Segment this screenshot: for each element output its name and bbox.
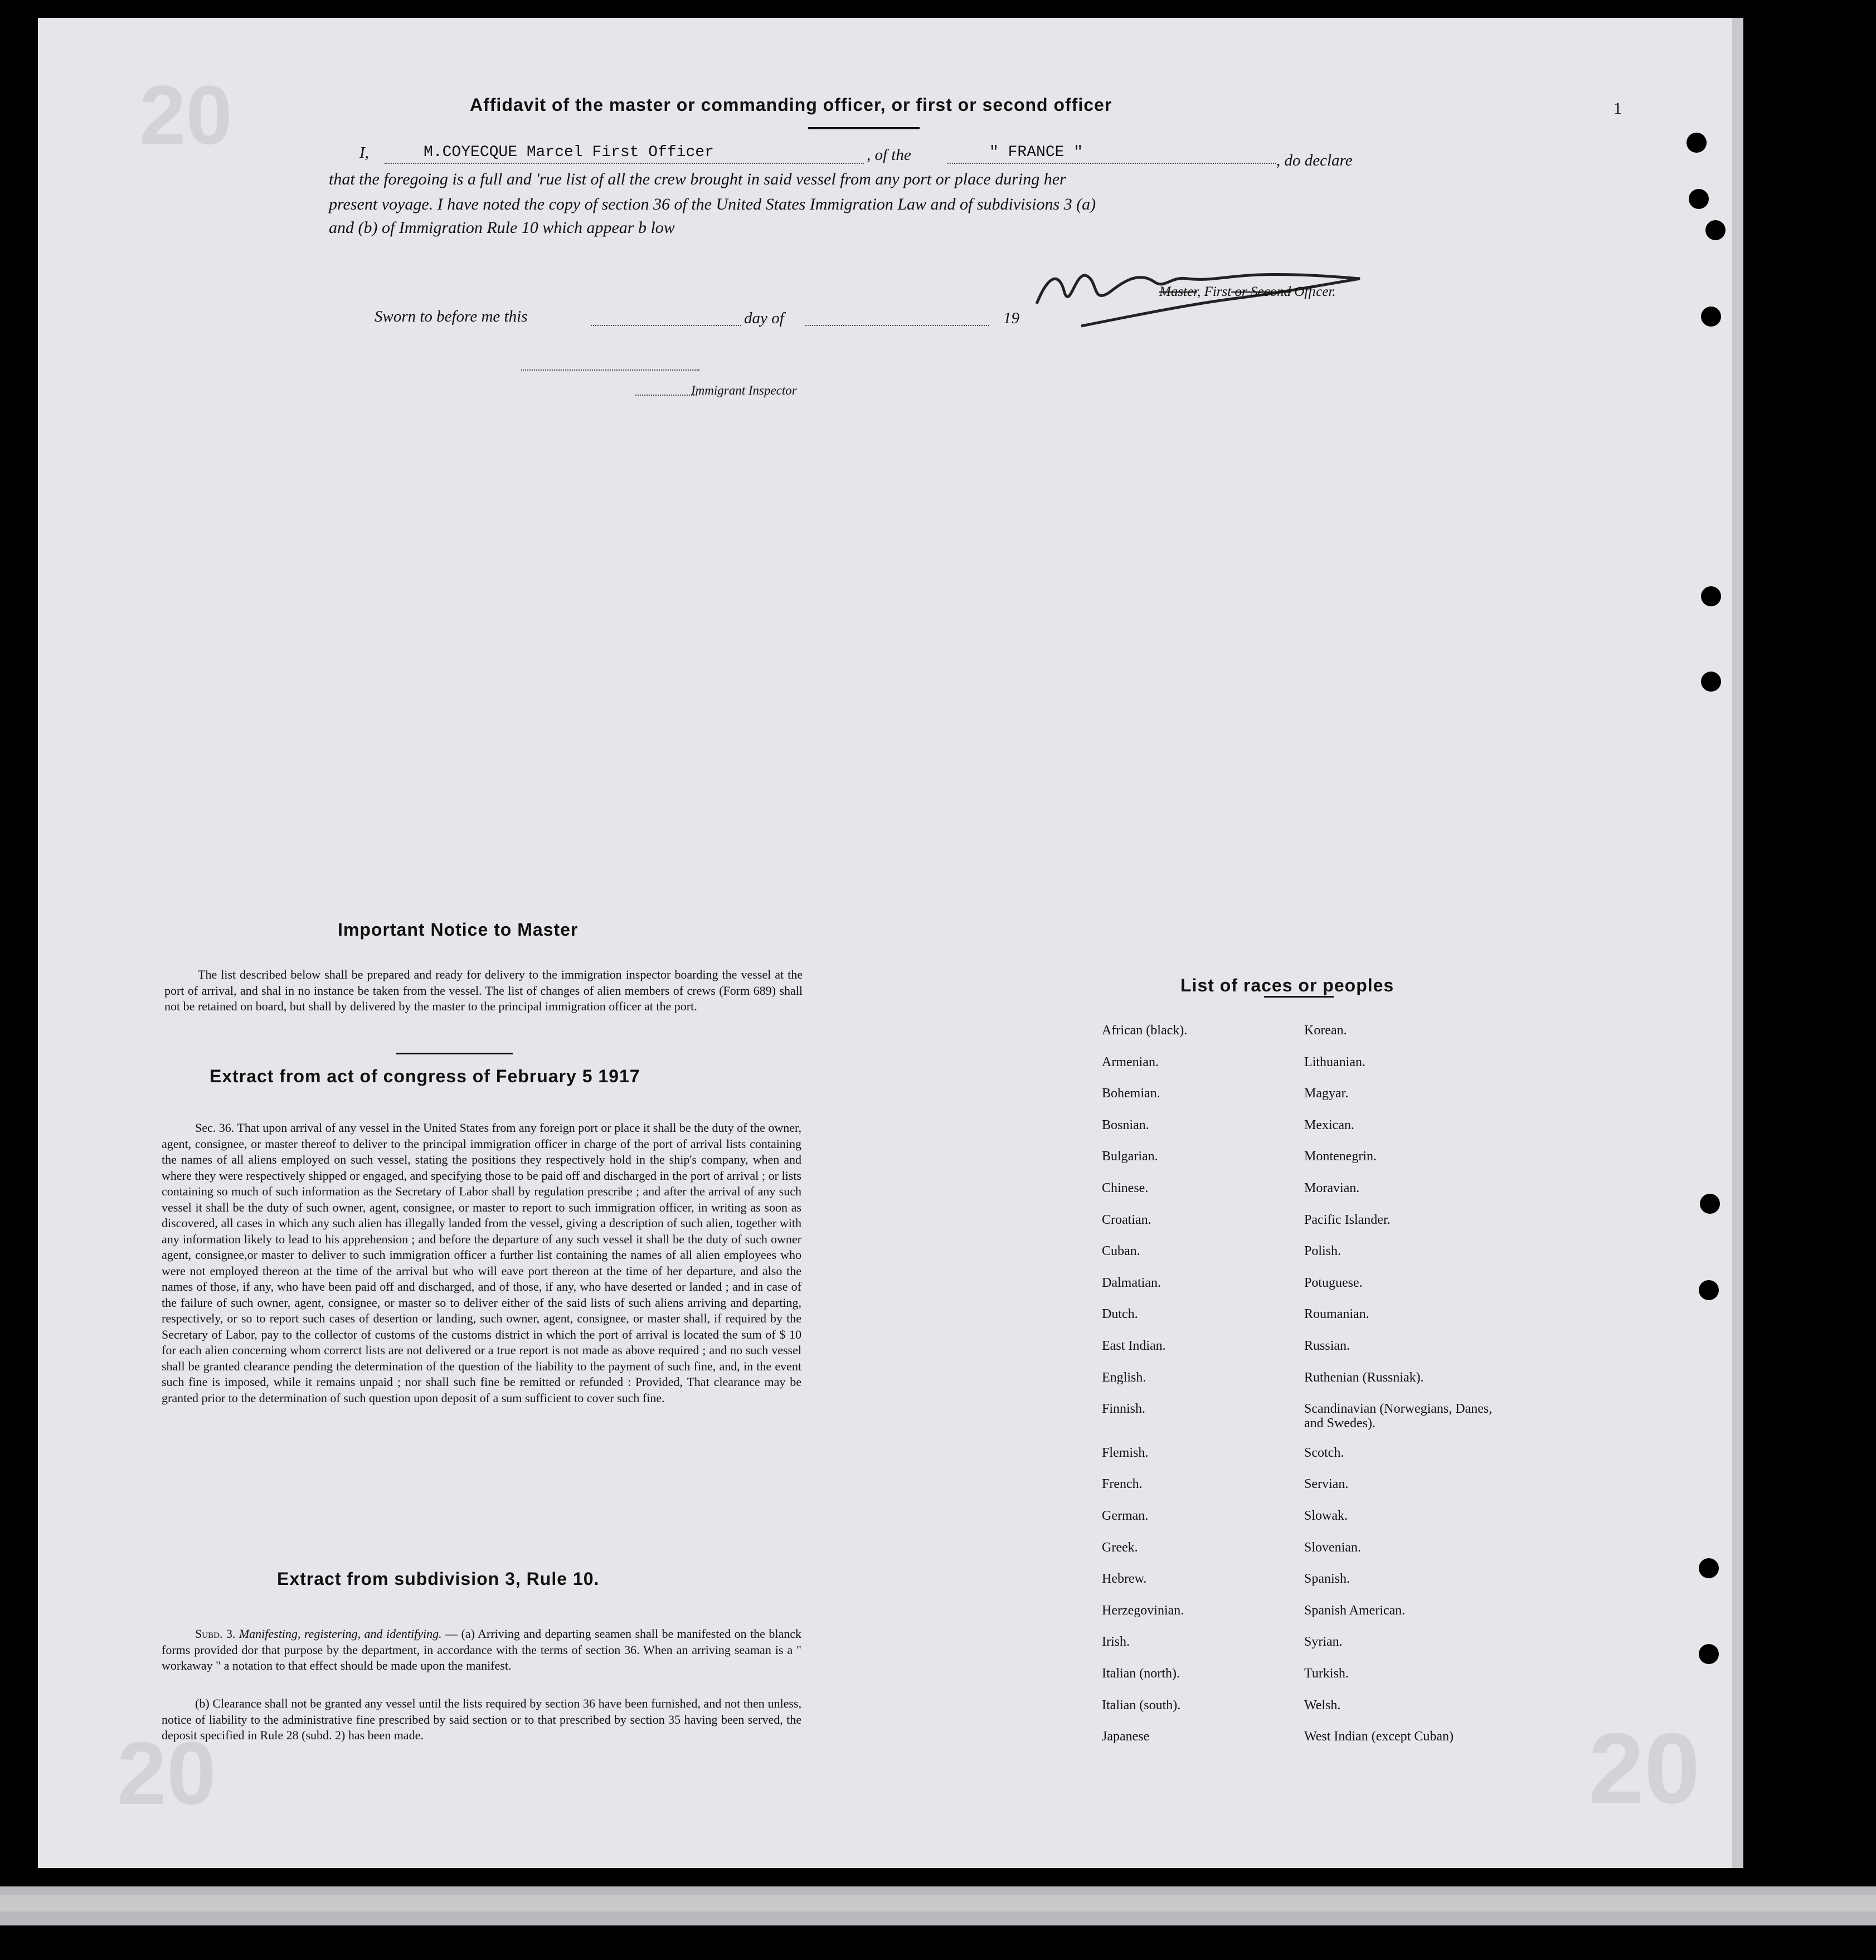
- subdivision-3b-text: (b) Clearance shall not be granted any vessel until the lists required by section 36 have been furnished, and not then unless, notice of liability to the administrative fine prescribed by said section or to that prescribed by section 35 having been served, the deposit specified in Rule 28 (subd. 2) has been made.: [162, 1696, 801, 1742]
- race-item: Roumanian.: [1304, 1307, 1369, 1322]
- affidavit-line-2: that the foregoing is a full and 'rue list of all the crew brought in said vessel from any port or place during her: [329, 170, 1066, 188]
- race-item: Bosnian.: [1102, 1117, 1149, 1132]
- subd-para-a: — (a) Arriving and departing seamen shall be manifested on the blanck forms provided dor that purpose by the department, in accordance with the terms of section 36. When an arriving seaman is a " workaway " a notation to that effect should be made upon the manifest.: [162, 1627, 802, 1672]
- do-declare-text: , do declare: [1276, 152, 1353, 169]
- ghost-stamp-top: 20: [139, 68, 232, 162]
- race-item: Polish.: [1304, 1244, 1342, 1259]
- race-item: French.: [1102, 1477, 1143, 1492]
- extract-act-rule: [396, 1053, 513, 1054]
- race-item: Spanish American.: [1304, 1603, 1406, 1618]
- race-item: Italian (north).: [1102, 1666, 1180, 1681]
- inspector-label: Immigrant Inspector: [691, 383, 797, 397]
- race-item: African (black).: [1102, 1023, 1188, 1038]
- punch-hole: [1701, 586, 1721, 606]
- subd-heading: Manifesting, registering, and identifying.: [239, 1627, 442, 1641]
- race-item: English.: [1102, 1370, 1146, 1385]
- notice-text: The list described below shall be prepared and ready for delivery to the immigration inspector boarding the vessel at the port of arrival, and shal in no instance be taken from the vessel. The list of changes of alien members of crews (Form 689) shall not be retained on board, but shall by delivered by the master to the principal immigration officer at the port.: [164, 967, 803, 1013]
- day-of-text: day of: [744, 309, 784, 327]
- race-item: Bulgarian.: [1102, 1149, 1158, 1164]
- race-item: Japanese: [1102, 1729, 1150, 1744]
- race-item: Dutch.: [1102, 1307, 1138, 1322]
- race-item: Finnish.: [1102, 1402, 1146, 1417]
- punch-hole: [1699, 1280, 1719, 1300]
- struck-second: or Second: [1231, 284, 1291, 299]
- ghost-stamp-bottom-left: 20: [117, 1723, 216, 1823]
- inspector-signature-line: [521, 369, 699, 371]
- bottom-edge-shadow: [0, 1895, 1876, 1912]
- document-page: [38, 18, 1732, 1868]
- race-item: Servian.: [1304, 1477, 1349, 1492]
- officer-title: [1159, 284, 1336, 300]
- officer-first: , First: [1197, 284, 1232, 299]
- struck-master: Master: [1159, 284, 1198, 299]
- name-line: [385, 163, 864, 164]
- sworn-text: Sworn to before me this: [375, 308, 528, 325]
- affidavit-line-4: and (b) of Immigration Rule 10 which appear b low: [329, 218, 675, 237]
- section-36-text: Sec. 36. That upon arrival of any vessel in the United States from any foreign port or place it shall be the duty of the owner, agent, consignee, or master thereof to deliver to the principal immigration officer in charge of the port of arrival lists containing the names of all aliens employed on such vessel, stating the positions they respectively hold in the ship's company, when and where they were respectively shipped or engaged, and specifying those to be paid off and discharged in the port of arrival ; or lists containing so much of such information as the Secretary of Labor shall by regulation prescribe ; and after the arrival of any such vessel it shall be the duty of such owner, agent, consignee, or master to report to such immigration officer, in writing as soon as discovered, all cases in which any such alien has illegally landed from the vessel, giving a description of such alien, together with any information likely to lead to his apprehension ; and before the departure of any such vessel it shall be the duty of such owner agent, consignee,or master to deliver to such immigration officer a further list containing the names of all alien employees who were not employed thereon at the time of the arrival but who will eave port thereon at the time of her departure, and also the names of those, if any, who have been paid off and discharged, and of those, if any, who have deserted or landed ; and in case of the failure of such owner, agent, consignee, or master so to deliver either of the said lists of such aliens arriving and departing, respectively, or so to report such cases of desertion or landing, such owner, agent, consignee, or master shall, if required by the Secretary of Labor, pay to the collector of customs of the customs district in which the port of arrival is located the sum of $ 10 for each alien concerning whom correrct lists are not delivered or a true report is not made as above required ; and no such vessel shall be granted clearance pending the determination of the question of the liability to the payment of such fine, and, in the event such fine is imposed, while it remains unpaid ; nor shall such fine be remitted or refunded : Provided, That clearance may be granted prior to the determination of such question upon deposit of a sum sufficient to cover such fine.: [162, 1121, 801, 1405]
- punch-hole: [1705, 220, 1726, 240]
- race-item: Scotch.: [1304, 1445, 1344, 1460]
- vessel-line: [947, 163, 1276, 164]
- affidavit-i: I,: [359, 144, 369, 162]
- race-item: Montenegrin.: [1304, 1149, 1377, 1164]
- notice-title: Important Notice to Master: [338, 920, 579, 940]
- punch-hole: [1689, 189, 1709, 209]
- race-item: Cuban.: [1102, 1244, 1140, 1259]
- subd-label: Subd. 3.: [195, 1627, 236, 1641]
- race-item: Welsh.: [1304, 1698, 1341, 1713]
- inspector-line: [635, 395, 697, 396]
- title-underline: [808, 127, 920, 129]
- race-item: Slovenian.: [1304, 1540, 1361, 1555]
- page-edge: [1732, 18, 1743, 1868]
- race-item: Herzegovinian.: [1102, 1603, 1184, 1618]
- race-item: West Indian (except Cuban): [1304, 1729, 1454, 1744]
- sworn-month-line: [805, 325, 989, 326]
- race-item: German.: [1102, 1509, 1149, 1523]
- race-item: Slowak.: [1304, 1509, 1348, 1523]
- race-item: Pacific Islander.: [1304, 1212, 1391, 1227]
- race-item: Irish.: [1102, 1635, 1130, 1650]
- race-item: Hebrew.: [1102, 1572, 1147, 1587]
- of-the-text: , of the: [867, 146, 911, 164]
- race-item: Dalmatian.: [1102, 1275, 1161, 1290]
- race-item: Armenian.: [1102, 1054, 1159, 1069]
- races-underline: [1264, 996, 1334, 998]
- race-item: Syrian.: [1304, 1635, 1343, 1650]
- race-item: Potuguese.: [1304, 1275, 1363, 1290]
- corner-mark: 1: [1613, 99, 1622, 118]
- ghost-stamp-bottom-right: 20: [1588, 1713, 1700, 1825]
- affidavit-line-3: present voyage. I have noted the copy of section 36 of the United States Immigration Law and of subdivisions 3 (a): [329, 195, 1096, 213]
- year-text: 19: [1003, 309, 1019, 327]
- sworn-day-line: [591, 325, 741, 326]
- race-item: Magyar.: [1304, 1086, 1349, 1101]
- race-item: Mexican.: [1304, 1117, 1354, 1132]
- race-item: Flemish.: [1102, 1445, 1149, 1460]
- race-item: Turkish.: [1304, 1666, 1349, 1681]
- race-item: Spanish.: [1304, 1572, 1350, 1587]
- officer-suffix: Officer.: [1291, 284, 1336, 299]
- race-item: Greek.: [1102, 1540, 1138, 1555]
- race-item: Moravian.: [1304, 1181, 1360, 1195]
- race-item: Croatian.: [1102, 1212, 1151, 1227]
- punch-hole: [1699, 1558, 1719, 1578]
- punch-hole: [1699, 1644, 1719, 1664]
- race-item: Russian.: [1304, 1339, 1350, 1353]
- race-item: Ruthenian (Russniak).: [1304, 1370, 1424, 1385]
- vessel-name: " FRANCE ": [989, 144, 1083, 161]
- punch-hole: [1700, 1194, 1720, 1214]
- race-item: Korean.: [1304, 1023, 1347, 1038]
- affidavit-title: Affidavit of the master or commanding officer, or first or second officer: [470, 95, 1112, 115]
- race-item: Italian (south).: [1102, 1698, 1181, 1713]
- affiant-name: M.COYECQUE Marcel First Officer: [424, 144, 714, 161]
- races-title: List of races or peoples: [1180, 975, 1394, 995]
- subdivision-3-text: [162, 1626, 801, 1674]
- race-item: Lithuanian.: [1304, 1054, 1365, 1069]
- extract-act-title: Extract from act of congress of February 5 1917: [210, 1066, 640, 1086]
- race-item: East Indian.: [1102, 1339, 1166, 1353]
- race-item: Chinese.: [1102, 1181, 1149, 1195]
- race-item: Scandinavian (Norwegians, Danes, and Swedes).: [1304, 1402, 1493, 1431]
- race-item: Bohemian.: [1102, 1086, 1160, 1101]
- extract-rule-title: Extract from subdivision 3, Rule 10.: [277, 1569, 600, 1589]
- punch-hole: [1687, 133, 1707, 153]
- punch-hole: [1701, 307, 1721, 327]
- punch-hole: [1701, 672, 1721, 692]
